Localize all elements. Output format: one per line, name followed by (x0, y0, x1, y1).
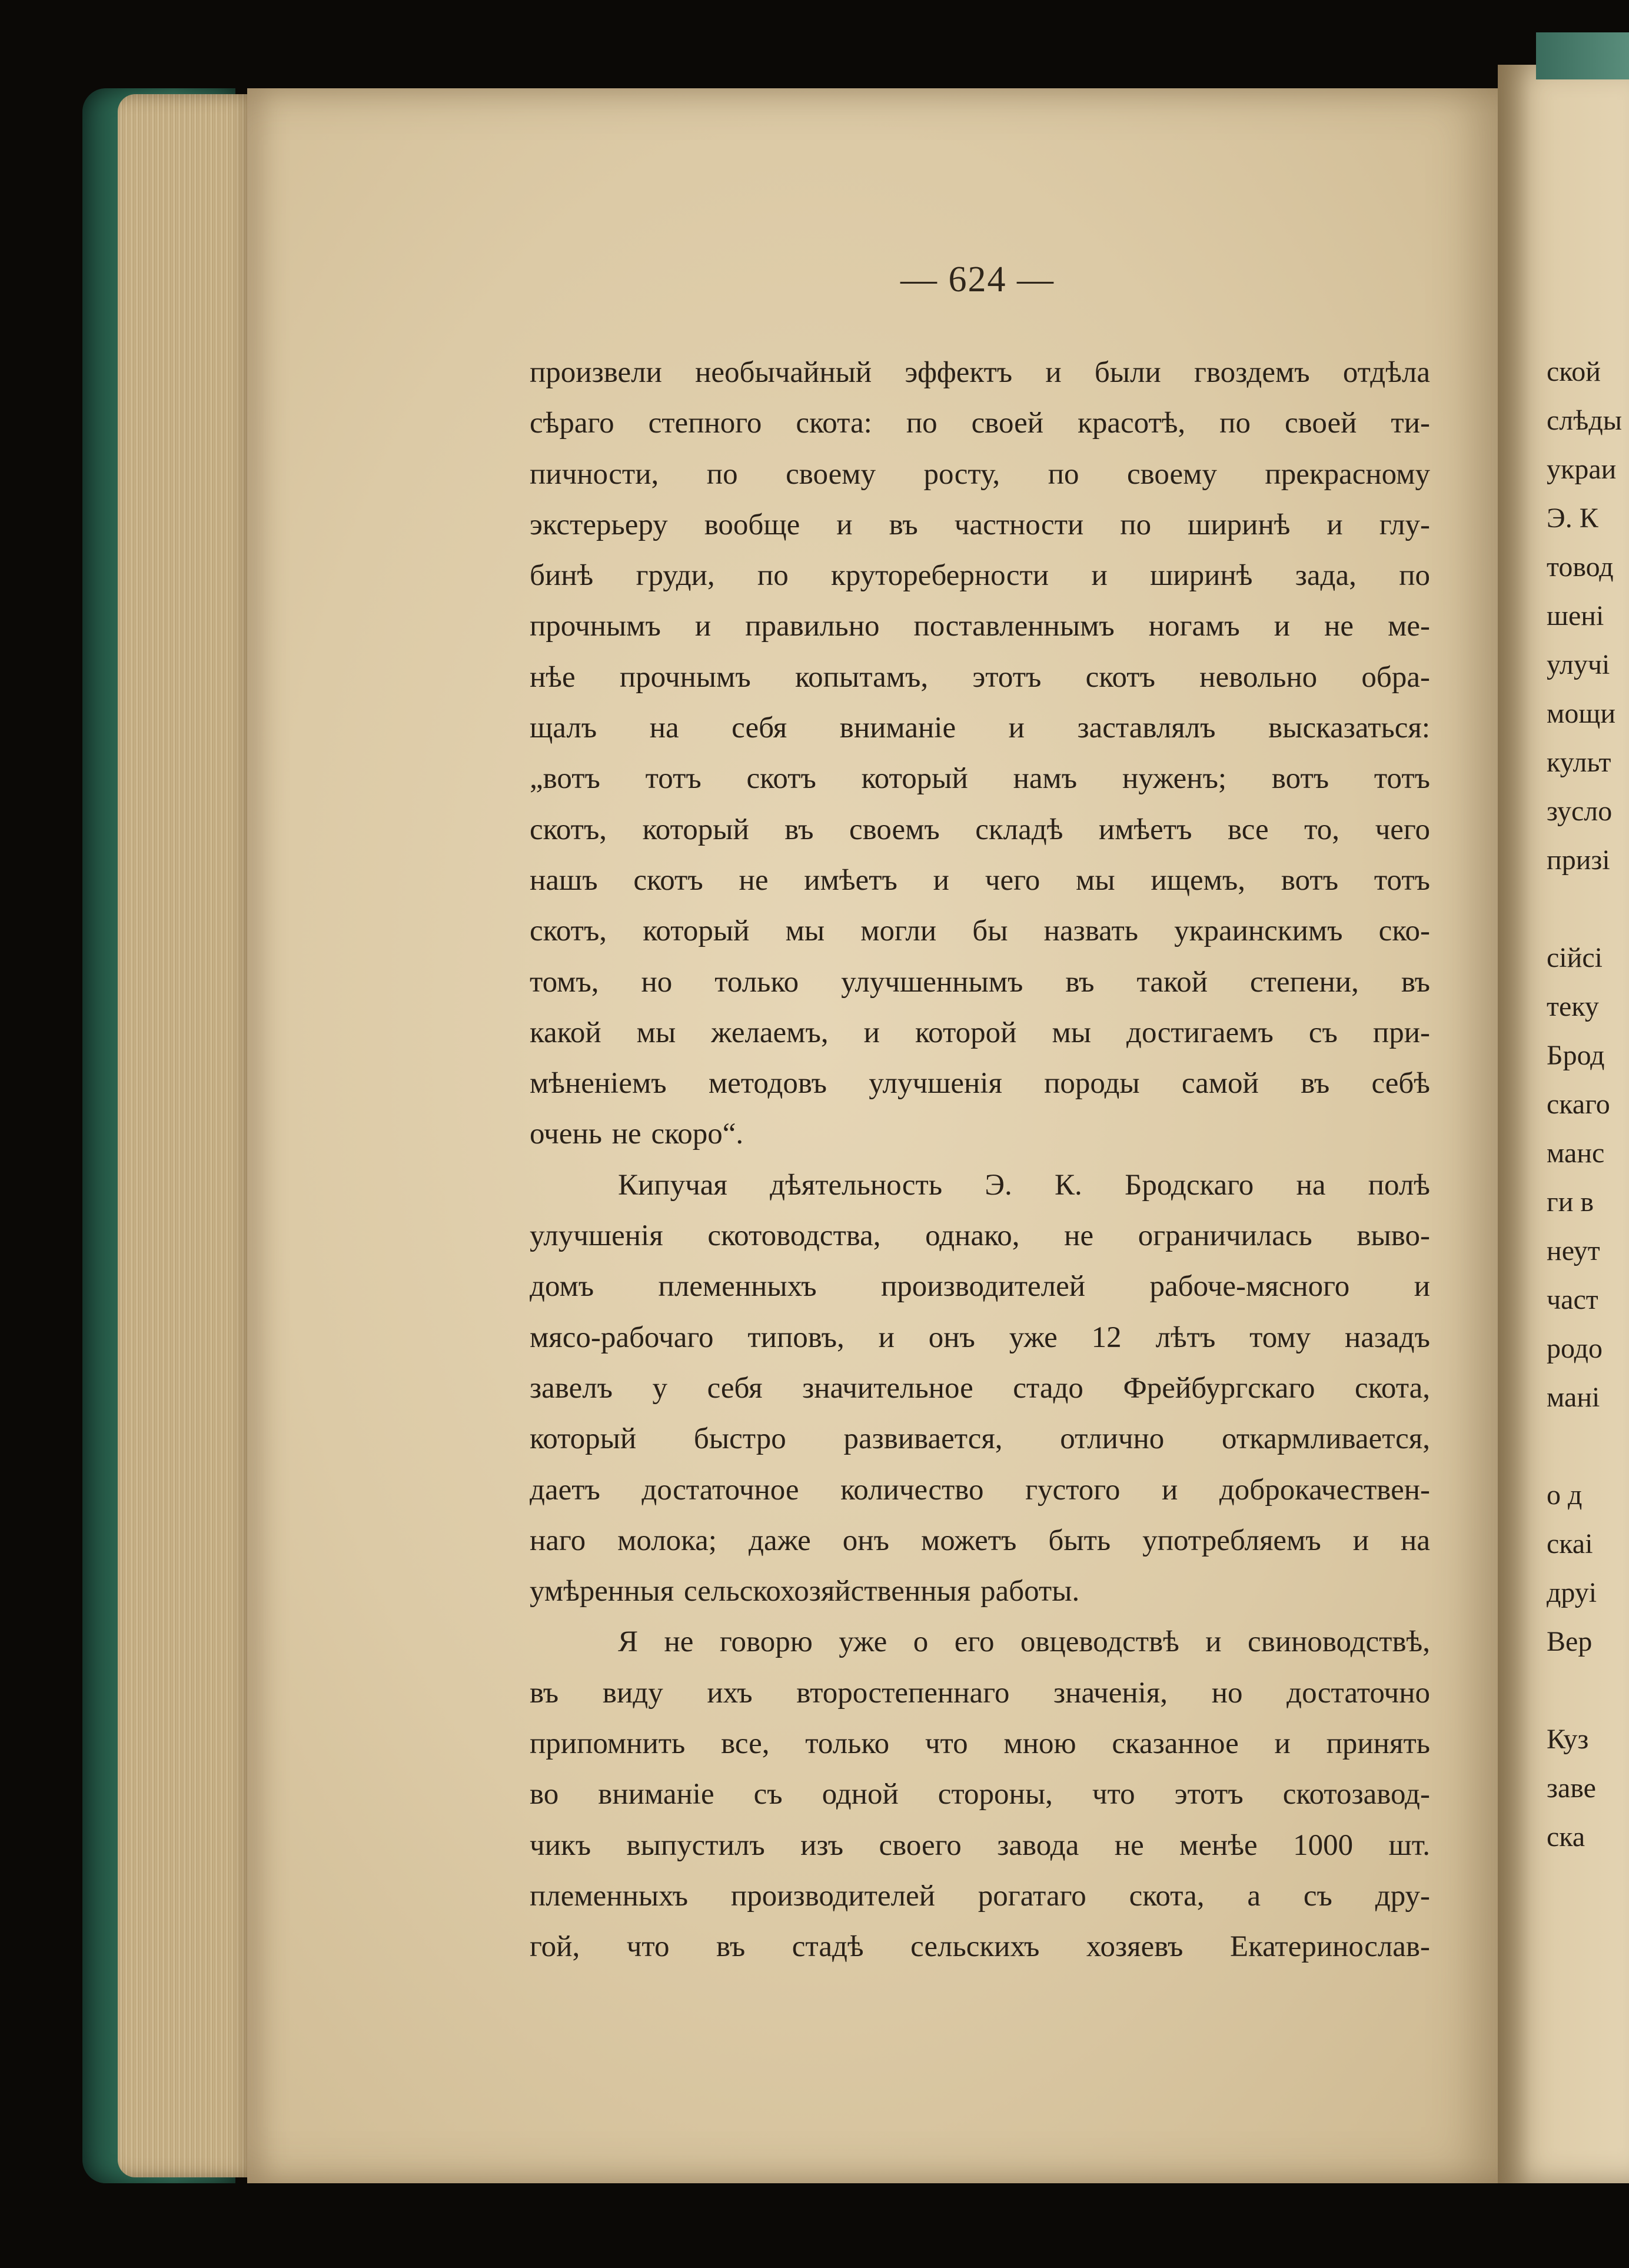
right-fragment: шені (1547, 600, 1604, 631)
text-line: чикъ выпустилъ изъ своего завода не менѣе 1000 шт. (530, 1828, 1430, 1862)
right-fragment: теку (1547, 991, 1599, 1022)
text-line: сѣраго степного скота: по своей красотѣ, по своей ти- (530, 407, 1430, 440)
text-line: наго молока; даже онъ можетъ быть употребляемъ и на (530, 1524, 1430, 1557)
text-line: прочнымъ и правильно поставленнымъ ногамъ и не ме- (530, 610, 1430, 643)
right-fragment: скаі (1547, 1528, 1593, 1559)
text-line: скотъ, который въ своемъ складѣ имѣетъ все то, чего (530, 813, 1430, 846)
text-line: во вниманіе съ одной стороны, что этотъ скотозавод- (530, 1778, 1430, 1811)
right-fragment: заве (1547, 1773, 1596, 1804)
text-line: „вотъ тотъ скотъ который намъ нуженъ; вотъ тотъ (530, 762, 1430, 796)
right-fragment: родо (1547, 1333, 1603, 1364)
right-fragment: скаго (1547, 1089, 1610, 1120)
text-line: улучшенія скотоводства, однако, не ограничилась выво- (530, 1219, 1430, 1253)
right-fragment: Брод (1547, 1040, 1605, 1071)
page-edges (118, 94, 259, 2177)
right-fragment: Вер (1547, 1626, 1593, 1657)
text-line: гой, что въ стадѣ сельскихъ хозяевъ Екатеринослав- (530, 1930, 1430, 1964)
text-line: нашъ скотъ не имѣетъ и чего мы ищемъ, вотъ тотъ (530, 863, 1430, 897)
text-line: экстерьеру вообще и въ частности по ширинѣ и глу- (530, 508, 1430, 541)
text-line: щалъ на себя вниманіе и заставлялъ высказаться: (530, 711, 1430, 745)
right-fragment: част (1547, 1284, 1598, 1315)
text-line: пичности, по своему росту, по своему прекрасному (530, 457, 1430, 491)
right-fragment (1547, 1422, 1629, 1471)
right-fragment: призі (1547, 844, 1610, 876)
right-fragment: о д (1547, 1479, 1583, 1511)
right-fragment: Куз (1547, 1724, 1589, 1755)
right-fragment: неут (1547, 1235, 1600, 1266)
right-fragment (1547, 1666, 1629, 1715)
text-line: завелъ у себя значительное стадо Фрейбургскаго скота, (530, 1371, 1430, 1405)
right-fragment: мощи (1547, 698, 1616, 729)
right-fragment: друі (1547, 1577, 1597, 1608)
right-fragment: Э. К (1547, 503, 1598, 534)
right-page-text-fragments (1547, 347, 1629, 1861)
right-fragment: ска (1547, 1821, 1585, 1853)
right-fragment: украи (1547, 454, 1617, 485)
right-fragment: культ (1547, 747, 1611, 778)
text-line: даетъ достаточное количество густого и доброкачествен- (530, 1473, 1430, 1507)
text-line: Я не говорю уже о его овцеводствѣ и свиноводствѣ, (618, 1625, 1430, 1659)
text-line: произвели необычайный эффектъ и были гвоздемъ отдѣла (530, 356, 1430, 389)
right-fragment: ской (1547, 356, 1601, 387)
main-text-block (530, 347, 1430, 1973)
text-line: бинѣ груди, по крутореберности и ширинѣ зада, по (530, 559, 1430, 593)
text-line: Кипучая дѣятельность Э. К. Бродскаго на полѣ (618, 1168, 1430, 1202)
text-line: племенныхъ производителей рогатаго скота, а съ дру- (530, 1879, 1430, 1913)
text-line: очень не скоро“. (530, 1118, 744, 1151)
text-line: мѣненіемъ методовъ улучшенія породы самой въ себѣ (530, 1067, 1430, 1100)
right-fragment (1547, 884, 1629, 933)
right-fragment: манс (1547, 1138, 1605, 1169)
right-fragment: слѣды (1547, 405, 1622, 436)
text-line: домъ племенныхъ производителей рабоче-мясного и (530, 1270, 1430, 1303)
text-line: въ виду ихъ второстепеннаго значенія, но достаточно (530, 1676, 1430, 1710)
right-fragment: улучі (1547, 649, 1610, 680)
book-cover-right-corner (1536, 32, 1629, 79)
text-line: припомнить все, только что мною сказанное и принять (530, 1727, 1430, 1761)
text-line: скотъ, который мы могли бы назвать украинскимъ ско- (530, 914, 1430, 948)
right-fragment: сійсі (1547, 942, 1603, 973)
page-number: — 624 — (900, 260, 1055, 300)
text-line: нѣе прочнымъ копытамъ, этотъ скотъ невольно обра- (530, 660, 1430, 694)
text-line: мясо-рабочаго типовъ, и онъ уже 12 лѣтъ тому назадъ (530, 1321, 1430, 1354)
text-line: томъ, но только улучшеннымъ въ такой степени, въ (530, 965, 1430, 999)
right-fragment: мані (1547, 1382, 1600, 1413)
text-line: умѣренныя сельскохозяйственныя работы. (530, 1575, 1080, 1608)
text-line: который быстро развивается, отлично откармливается, (530, 1422, 1430, 1456)
right-fragment: товод (1547, 551, 1614, 583)
text-line: какой мы желаемъ, и которой мы достигаемъ съ при- (530, 1016, 1430, 1049)
right-fragment: ги в (1547, 1186, 1594, 1218)
right-fragment: зусло (1547, 796, 1613, 827)
